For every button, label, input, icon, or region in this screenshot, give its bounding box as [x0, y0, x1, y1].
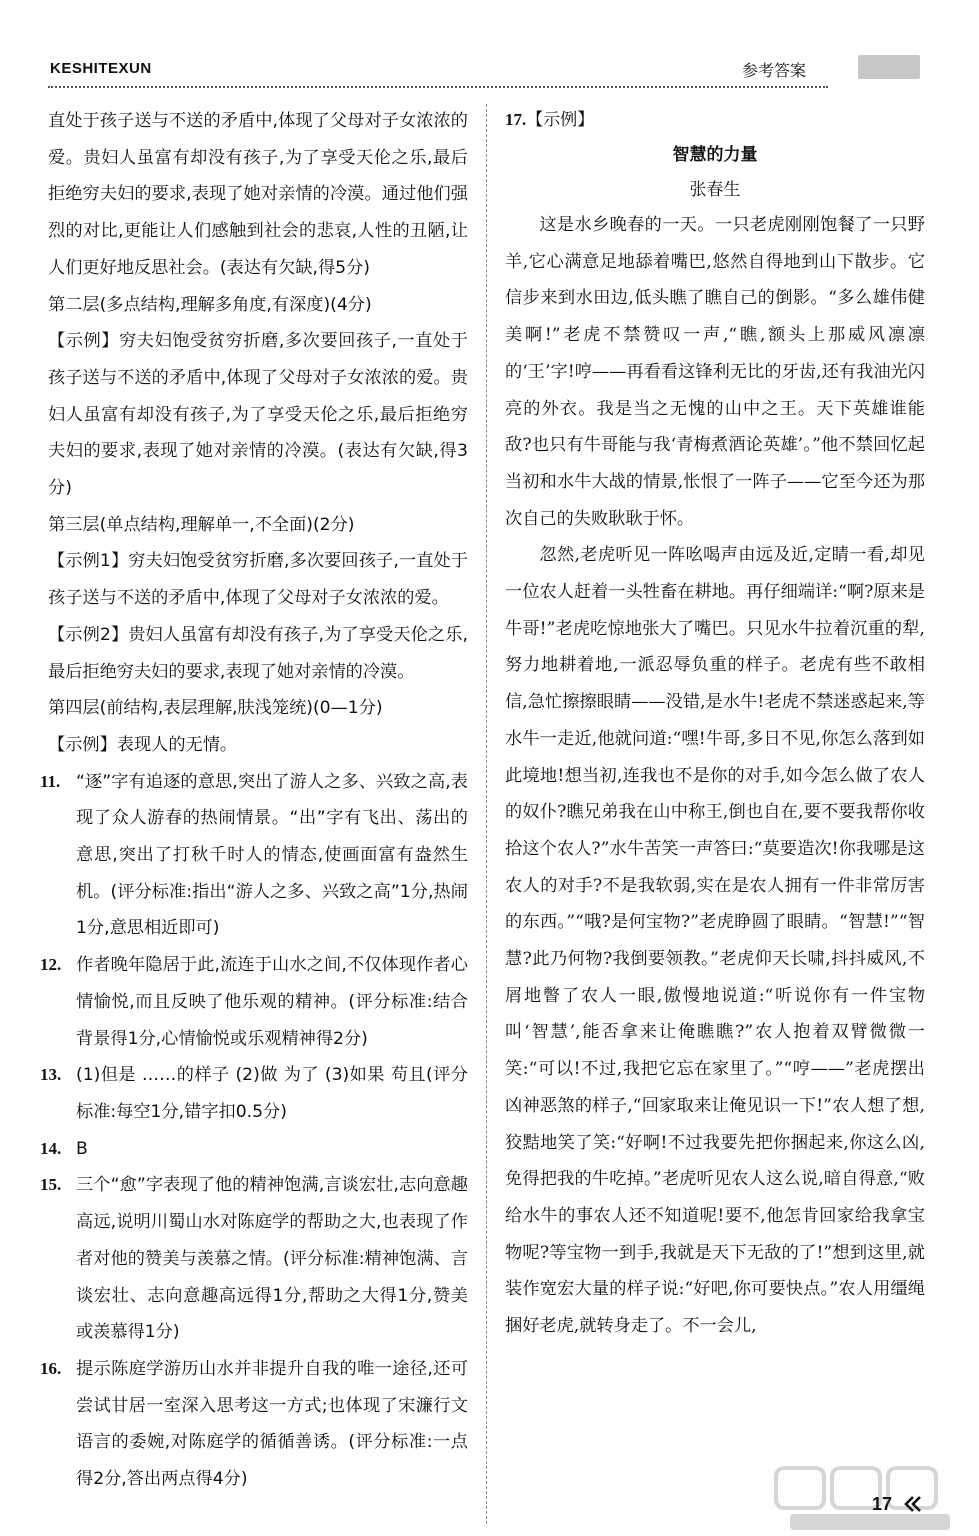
- brand-label: KESHITEXUN: [50, 60, 152, 77]
- answer-item: [40, 1167, 468, 1351]
- header-divider: [48, 86, 828, 88]
- page-number: 17: [872, 1494, 893, 1514]
- essay-paragraph: 这是水乡晚春的一天。一只老虎刚刚饱餐了一只野羊,它心满意足地舔着嘴巴,悠然自得地到山下散步。它信步来到水田边,低头瞧了瞧自己的倒影。“多么雄伟健美啊!”老虎不禁赞叹一声,“瞧,额头上那威风凛凛的‘王’字!哼——再看看这锋利无比的牙齿,还有我油光闪亮的外衣。我是当之无愧的山中之王。天下英雄谁能敌?也只有牛哥能与我‘青梅煮酒论英雄’。”他不禁回忆起当初和水牛大战的情景,怅恨了一阵子——它至今还为那次自己的失败耿耿于怀。: [505, 215, 925, 529]
- answer-paragraph: 【示例】穷夫妇饱受贫穷折磨,多次要回孩子,一直处于孩子送与不送的矛盾中,体现了父母对子女浓浓的爱。贵妇人虽富有却没有孩子,为了享受天伦之乐,最后拒绝穷夫妇的要求,表现了她对亲情的冷漠。(表达有欠缺,得3分): [48, 331, 468, 499]
- answer-item: [40, 764, 468, 948]
- answer-text: 作者晚年隐居于此,流连于山水之间,不仅体现作者心情愉悦,而且反映了他乐观的精神。(评分标准:结合背景得1分,心情愉悦或乐观精神得2分): [76, 955, 468, 1049]
- answer-paragraph: 直处于孩子送与不送的矛盾中,体现了父母对子女浓浓的爱。贵妇人虽富有却没有孩子,为了享受天伦之乐,最后拒绝穷夫妇的要求,表现了她对亲情的冷漠。通过他们强烈的对比,更能让人们感触到社会的悲哀,人性的丑陋,让人们更好地反思社会。(表达有欠缺,得5分): [48, 111, 468, 278]
- answer-paragraph: 第二层(多点结构,理解多角度,有深度)(4分): [48, 294, 372, 315]
- watermark-logo: [770, 1462, 970, 1534]
- answer-paragraph: 【示例2】贵妇人虽富有却没有孩子,为了享受天伦之乐,最后拒绝穷夫妇的要求,表现了她对亲情的冷漠。: [48, 624, 468, 682]
- question-number: 16.: [40, 1358, 62, 1378]
- answer-text: 三个“愈”字表现了他的精神饱满,言谈宏壮,志向意趣高远,说明川蜀山水对陈庭学的帮助之大,也表现了作者对他的赞美与羡慕之情。(评分标准:精神饱满、言谈宏壮、志向意趣高远得1分,帮助之大得1分,赞美或羡慕得1分): [76, 1175, 468, 1343]
- question-17-header: [505, 103, 925, 137]
- answer-text: 提示陈庭学游历山水并非提升自我的唯一途径,还可尝试甘居一室深入思考这一方式;也体现了宋濂行文语言的委婉,对陈庭学的循循善诱。(评分标准:一点得2分,答出两点得4分): [76, 1358, 468, 1490]
- question-number: 17.: [505, 110, 527, 129]
- question-number: 14.: [40, 1138, 62, 1158]
- question-number: 12.: [40, 955, 62, 975]
- section-title: 参考答案: [742, 61, 807, 80]
- answer-text: “逐”字有追逐的意思,突出了游人之多、兴致之高,表现了众人游春的热闹情景。“出”字有飞出、荡出的意思,突出了打秋千时人的情态,使画面富有盎然生机。(评分标准:指出“游人之多、兴致之高”1分,热闹1分,意思相近即可): [76, 771, 468, 939]
- answer-paragraph: 【示例1】穷夫妇饱受贫穷折磨,多次要回孩子,一直处于孩子送与不送的矛盾中,体现了父母对子女浓浓的爱。: [48, 551, 468, 609]
- page-header: [0, 0, 979, 92]
- answer-paragraph: 第四层(前结构,表层理解,肤浅笼统)(0—1分): [48, 698, 383, 719]
- essay-title: 智慧的力量: [672, 145, 758, 165]
- answer-item: [40, 1351, 468, 1498]
- answer-paragraph: 第三层(单点结构,理解单一,不全面)(2分): [48, 514, 355, 535]
- answer-text: B: [76, 1138, 88, 1159]
- left-column: [40, 103, 468, 1498]
- question-number: 15.: [40, 1175, 62, 1195]
- header-tab-decoration: [858, 55, 920, 79]
- question-number: 11.: [40, 771, 61, 791]
- example-tag: 【示例】: [526, 110, 595, 130]
- essay-paragraph: 忽然,老虎听见一阵吆喝声由远及近,定睛一看,却见一位农人赶着一头牲畜在耕地。再仔细端详:“啊?原来是牛哥!”老虎吃惊地张大了嘴巴。只见水牛拉着沉重的犁,努力地耕着地,一派忍辱负重的样子。老虎有些不敢相信,急忙擦擦眼睛——没错,是水牛!老虎不禁迷惑起来,等水牛一走近,他就问道:“嘿!牛哥,多日不见,你怎么落到如此境地!想当初,连我也不是你的对手,如今怎么做了农人的奴仆?瞧兄弟我在山中称王,倒也自在,要不要我帮你收拾这个农人?”水牛苦笑一声答曰:“莫要造次!你我哪是这农人的对手?不是我软弱,实在是农人拥有一件非常厉害的东西。”“哦?是何宝物?”老虎睁圆了眼睛。“智慧!”“智慧?此乃何物?我倒要领教。”老虎仰天长啸,抖抖威风,不屑地瞥了农人一眼,傲慢地说道:“听说你有一件宝物叫‘智慧’,能否拿来让俺瞧瞧?”农人抱着双臂微微一笑:“可以!不过,我把它忘在家里了。”“哼——”老虎摆出凶神恶煞的样子,“回家取来让俺见识一下!”农人想了想,狡黠地笑了笑:“好啊!不过我要先把你捆起来,你这么凶,免得把我的牛吃掉。”老虎听见农人这么说,暗自得意,“败给水牛的事农人还不知道呢!要不,他怎肯回家给我拿宝物呢?等宝物一到手,我就是天下无敌的了!”想到这里,就装作宽宏大量的样子说:“好吧,你可要快点。”农人用缰绳捆好老虎,就转身走了。不一会儿,: [505, 545, 925, 1337]
- column-divider: [486, 104, 487, 1524]
- answer-item: [40, 1131, 468, 1168]
- essay-author: 张春生: [689, 180, 741, 200]
- question-number: 13.: [40, 1065, 62, 1085]
- answer-item: [40, 1057, 468, 1130]
- answer-text: (1)但是 ……的样子 (2)做 为了 (3)如果 苟且(评分标准:每空1分,错字扣0.5分): [76, 1065, 468, 1122]
- answer-paragraph: 【示例】表现人的无情。: [48, 734, 238, 755]
- answer-item: [40, 947, 468, 1057]
- right-column: [505, 103, 925, 1345]
